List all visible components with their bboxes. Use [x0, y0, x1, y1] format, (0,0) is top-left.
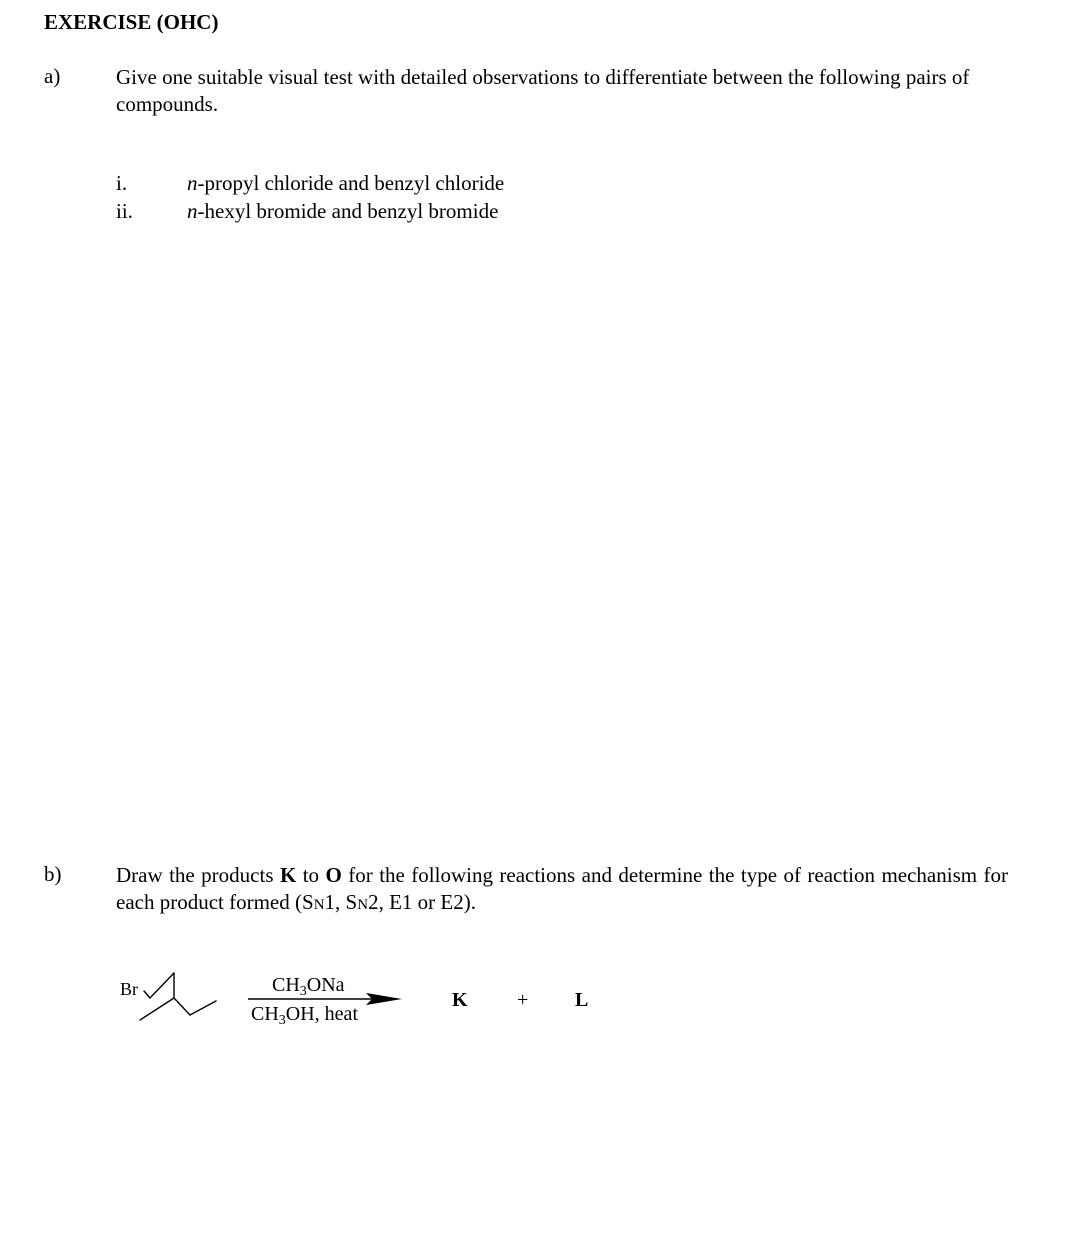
- item-i-number: i.: [116, 171, 128, 195]
- reagent-top-sub: 3: [299, 984, 307, 999]
- reagent-bottom-b: OH, heat: [285, 1003, 358, 1025]
- reactant-skeletal-structure: [130, 965, 250, 1025]
- prompt-text-2: to: [296, 863, 326, 887]
- product-k: K: [452, 989, 468, 1011]
- plus-sign: +: [517, 989, 529, 1011]
- item-i-body: -propyl chloride and benzyl chloride: [197, 171, 505, 195]
- item-i-prefix: n: [187, 171, 198, 195]
- exercise-title: EXERCISE (OHC): [44, 10, 219, 34]
- part-b-prompt: [116, 862, 1008, 919]
- part-a-label: a): [44, 64, 61, 88]
- reagent-top-a: CH: [272, 974, 300, 996]
- part-a-prompt: Give one suitable visual test with detailed observations to differentiate between the following pairs of compounds.: [116, 65, 970, 116]
- prompt-bold-o: O: [325, 863, 342, 887]
- prompt-text-4: 1, S: [324, 890, 358, 914]
- item-ii-text: [187, 199, 498, 224]
- reagent-bottom: [251, 1003, 358, 1026]
- item-ii-number: ii.: [116, 199, 133, 223]
- item-i-text: [187, 171, 504, 196]
- reactant-br-label: Br: [120, 979, 138, 999]
- prompt-bold-k: K: [279, 863, 297, 887]
- product-l: L: [575, 989, 589, 1011]
- reagent-top-b: ONa: [306, 974, 345, 996]
- item-ii-prefix: n: [187, 199, 198, 223]
- prompt-subscript-n-2: N: [357, 897, 369, 913]
- prompt-subscript-n-1: N: [313, 897, 325, 913]
- prompt-text-1: Draw the products: [116, 863, 280, 887]
- prompt-text-5: 2, E1 or E2).: [368, 890, 476, 914]
- item-ii-body: -hexyl bromide and benzyl bromide: [197, 199, 499, 223]
- prompt-text-3: for the following reactions and determine the type of reaction mechanism for each product formed (S: [116, 863, 1009, 914]
- reagent-bottom-a: CH: [251, 1003, 279, 1025]
- reagent-bottom-sub: 3: [278, 1013, 286, 1028]
- part-b-label: b): [44, 862, 62, 886]
